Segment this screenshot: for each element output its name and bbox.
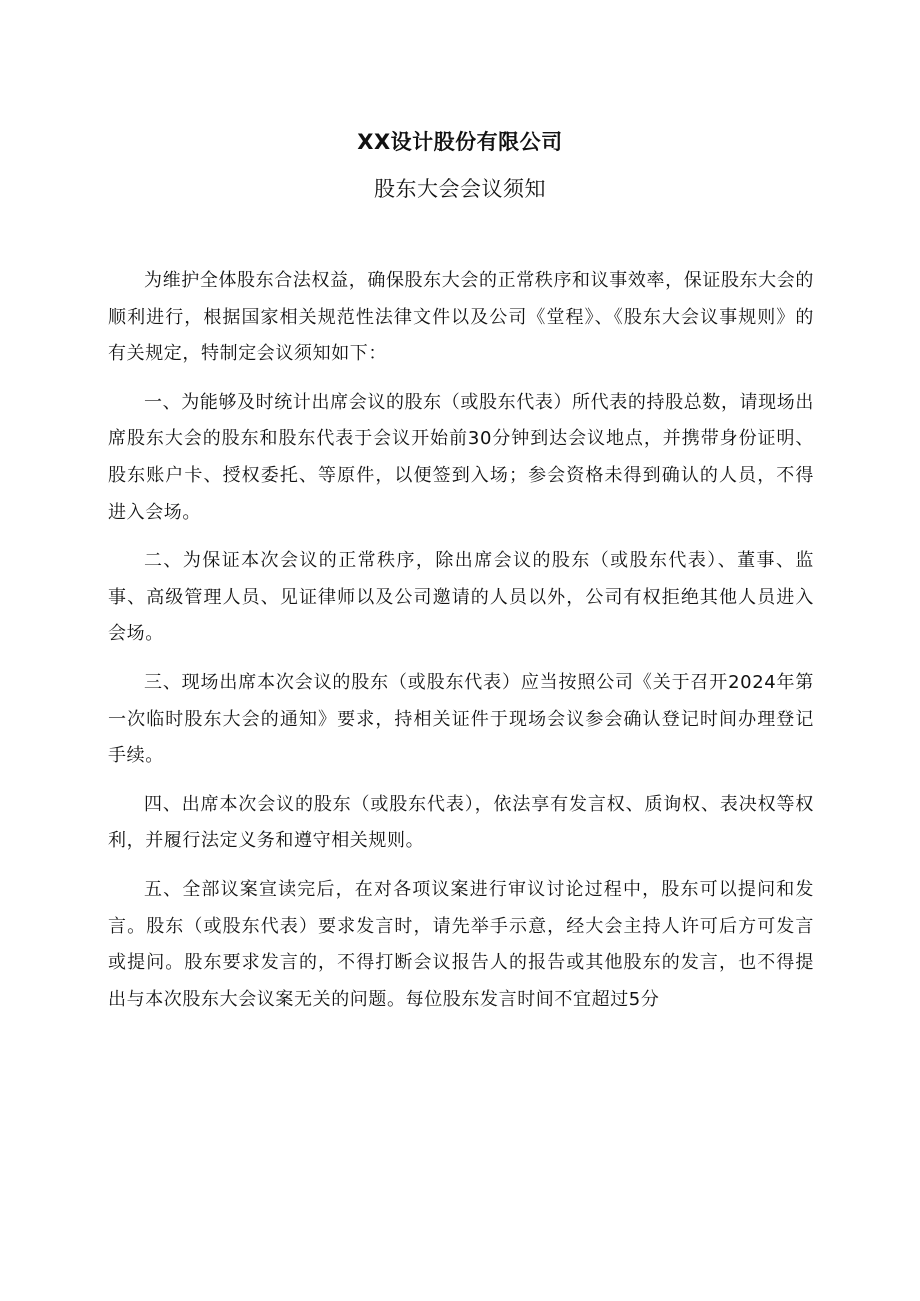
rule-paragraph-5: 五、全部议案宣读完后，在对各项议案进行审议讨论过程中，股东可以提问和发言。股东（或股东代表）要求发言时，请先举手示意，经大会主持人许可后方可发言或提问。股东要求发言的，不得打断会议报告人的报告或其他股东的发言，也不得提出与本次股东大会议案无关的问题。每位股东发言时间不宜超过5分 — [108, 878, 814, 1010]
rule-paragraph-1: 一、为能够及时统计出席会议的股东（或股东代表）所代表的持股总数，请现场出席股东大会的股东和股东代表于会议开始前30分钟到达会议地点，并携带身份证明、股东账户卡、授权委托、等原件，以便签到入场；参会资格未得到确认的人员，不得进入会场。 — [108, 391, 814, 523]
document-body — [108, 263, 814, 1018]
company-title: XX设计股份有限公司 — [357, 130, 563, 154]
rule-paragraph-4: 四、出席本次会议的股东（或股东代表），依法享有发言权、质询权、表决权等权利，并履行法定义务和遵守相关规则。 — [108, 793, 814, 852]
intro-paragraph: 为维护全体股东合法权益，确保股东大会的正常秩序和议事效率，保证股东大会的顺利进行，根据国家相关规范性法律文件以及公司《堂程》、《股东大会议事规则》的有关规定，特制定会议须知如下： — [108, 270, 814, 365]
document-title: 股东大会会议须知 — [374, 177, 546, 201]
rule-paragraph-3: 三、现场出席本次会议的股东（或股东代表）应当按照公司《关于召开2024年第一次临时股东大会的通知》要求，持相关证件于现场会议参会确认登记时间办理登记手续。 — [108, 671, 814, 767]
rule-paragraph-2: 二、为保证本次会议的正常秩序，除出席会议的股东（或股东代表）、董事、监事、高级管理人员、见证律师以及公司邀请的人员以外，公司有权拒绝其他人员进入会场。 — [108, 550, 814, 645]
